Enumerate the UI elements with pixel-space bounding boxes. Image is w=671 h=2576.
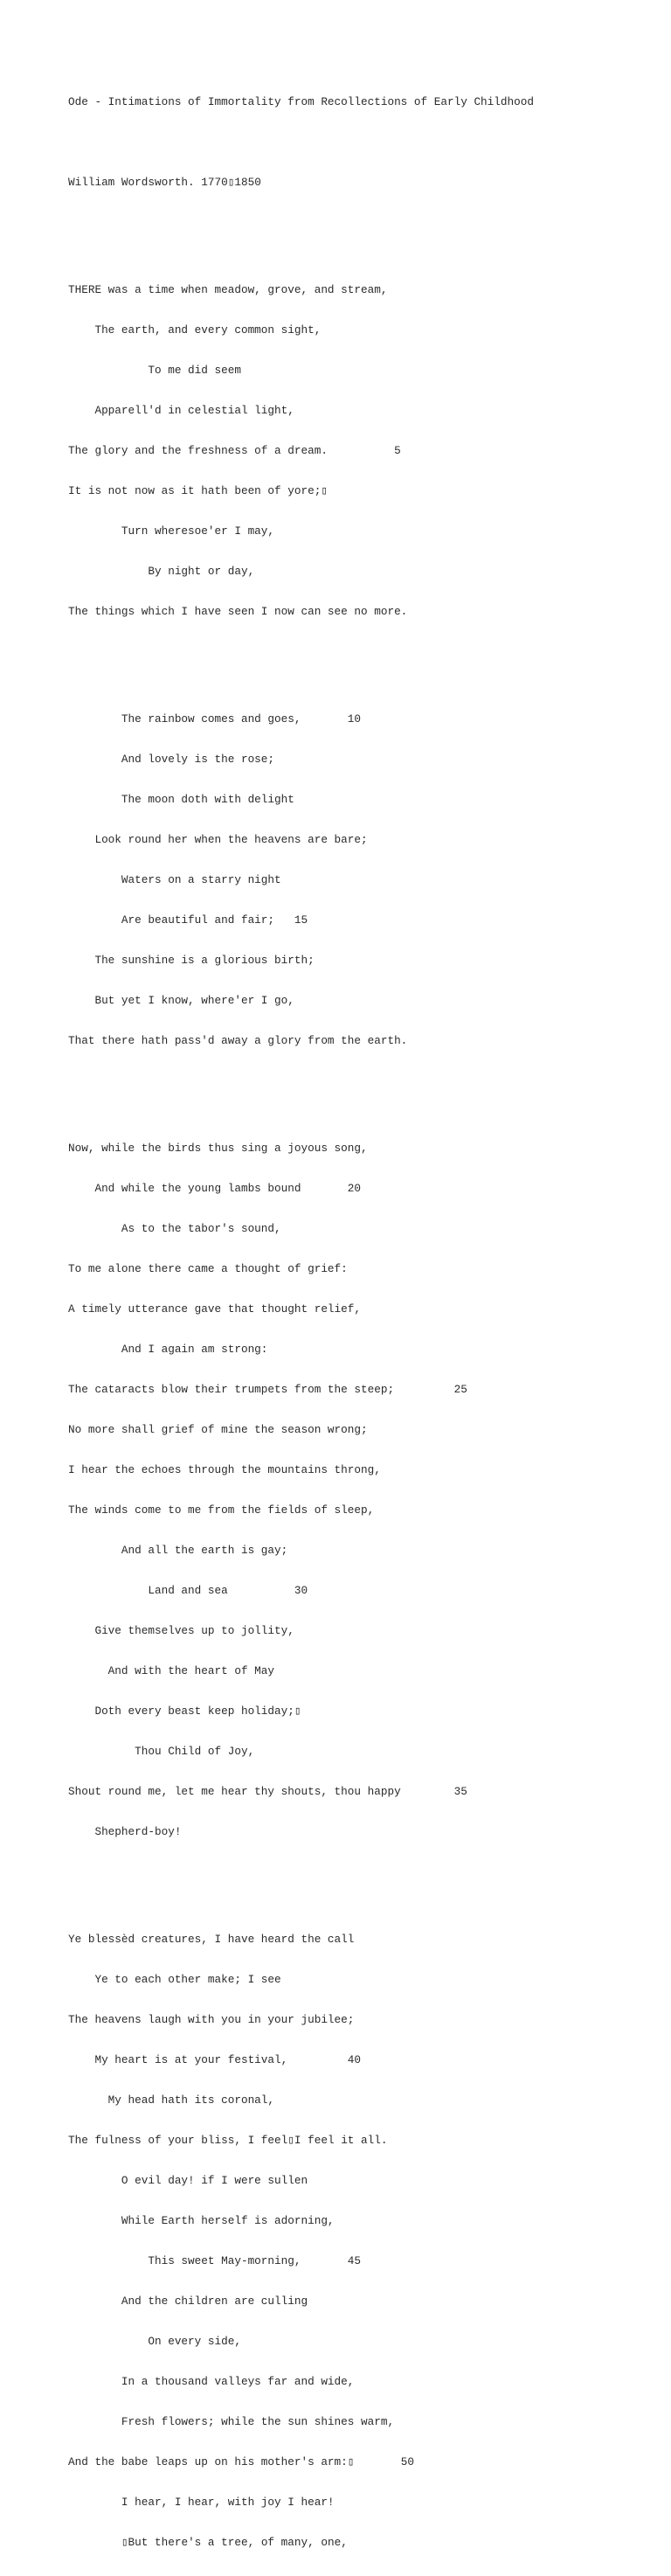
poem-line: The winds come to me from the fields of sleep, bbox=[68, 1503, 375, 1517]
poem-line: And all the earth is gay; bbox=[68, 1543, 288, 1557]
poem-line: And while the young lambs bound 20 bbox=[68, 1181, 362, 1195]
poem-line: That there hath pass'd away a glory from the earth. bbox=[68, 1033, 408, 1047]
poem-line: The heavens laugh with you in your jubilee; bbox=[68, 2012, 355, 2026]
poem-line: The cataracts blow their trumpets from the steep; 25 bbox=[68, 1382, 467, 1396]
poem-line: And I again am strong: bbox=[68, 1342, 268, 1356]
poem-line: Fresh flowers; while the sun shines warm, bbox=[68, 2415, 395, 2429]
poem-line: Look round her when the heavens are bare; bbox=[68, 832, 368, 846]
poem-line: ▯But there's a tree, of many, one, bbox=[68, 2536, 348, 2550]
poem-line: But yet I know, where'er I go, bbox=[68, 993, 294, 1007]
blank-line bbox=[68, 135, 534, 149]
poem-line: Give themselves up to jollity, bbox=[68, 1623, 294, 1637]
poem-line: And with the heart of May bbox=[68, 1663, 275, 1677]
poem-line: Waters on a starry night bbox=[68, 872, 281, 886]
poem-line: Now, while the birds thus sing a joyous song, bbox=[68, 1141, 368, 1155]
poem-line: Shepherd-boy! bbox=[68, 1825, 182, 1839]
poem-line: The rainbow comes and goes, 10 bbox=[68, 712, 362, 726]
poem-line: Are beautiful and fair; 15 bbox=[68, 913, 308, 927]
poem-line: Apparell'd in celestial light, bbox=[68, 403, 294, 417]
poem-line: THERE was a time when meadow, grove, and stream, bbox=[68, 282, 388, 296]
poem-line: Ye to each other make; I see bbox=[68, 1972, 281, 1986]
poem-line: On every side, bbox=[68, 2335, 241, 2349]
poem-line: No more shall grief of mine the season wrong; bbox=[68, 1422, 368, 1436]
poem-line: As to the tabor's sound, bbox=[68, 1221, 281, 1235]
poem-line: My heart is at your festival, 40 bbox=[68, 2052, 362, 2066]
poem-line: And the babe leaps up on his mother's arm:▯ 50 bbox=[68, 2455, 414, 2469]
poem-line: Ye blessèd creatures, I have heard the call bbox=[68, 1932, 355, 1946]
poem-line: Land and sea 30 bbox=[68, 1583, 308, 1597]
author-line: William Wordsworth. 1770▯1850 bbox=[68, 175, 261, 189]
blank-line bbox=[68, 1074, 534, 1087]
blank-line bbox=[68, 645, 534, 658]
poem-line: In a thousand valleys far and wide, bbox=[68, 2375, 355, 2389]
poem-line: And lovely is the rose; bbox=[68, 752, 275, 766]
poem-line: To me alone there came a thought of grief: bbox=[68, 1261, 348, 1275]
poem-line: The sunshine is a glorious birth; bbox=[68, 953, 315, 967]
poem-title: Ode - Intimations of Immortality from Recollections of Early Childhood bbox=[68, 94, 534, 108]
poem-line: And the children are culling bbox=[68, 2295, 308, 2309]
poem-line: A timely utterance gave that thought relief, bbox=[68, 1302, 362, 1316]
poem-line: O evil day! if I were sullen bbox=[68, 2173, 308, 2187]
poem-line: By night or day, bbox=[68, 564, 255, 578]
poem-line: I hear, I hear, with joy I hear! bbox=[68, 2496, 335, 2510]
blank-line bbox=[68, 1865, 534, 1878]
poem-line: I hear the echoes through the mountains throng, bbox=[68, 1462, 381, 1476]
poem-line: My head hath its coronal, bbox=[68, 2093, 275, 2107]
poem-line: The earth, and every common sight, bbox=[68, 323, 322, 337]
poem-line: Thou Child of Joy, bbox=[68, 1744, 255, 1758]
poem-line: It is not now as it hath been of yore;▯ bbox=[68, 483, 328, 497]
blank-line bbox=[68, 216, 534, 229]
poem-line: While Earth herself is adorning, bbox=[68, 2214, 335, 2227]
poem-line: Turn wheresoe'er I may, bbox=[68, 524, 275, 538]
poem-line: The fulness of your bliss, I feel▯I feel it all. bbox=[68, 2133, 388, 2147]
poem-line: The moon doth with delight bbox=[68, 792, 294, 806]
poem-line: This sweet May-morning, 45 bbox=[68, 2254, 362, 2268]
poem-text bbox=[68, 68, 534, 2576]
poem-line: The glory and the freshness of a dream. 5 bbox=[68, 443, 401, 457]
poem-line: The things which I have seen I now can see no more. bbox=[68, 604, 408, 618]
poem-line: To me did seem bbox=[68, 363, 241, 377]
poem-line: Shout round me, let me hear thy shouts, thou happy 35 bbox=[68, 1785, 467, 1798]
poem-line: Doth every beast keep holiday;▯ bbox=[68, 1704, 301, 1718]
